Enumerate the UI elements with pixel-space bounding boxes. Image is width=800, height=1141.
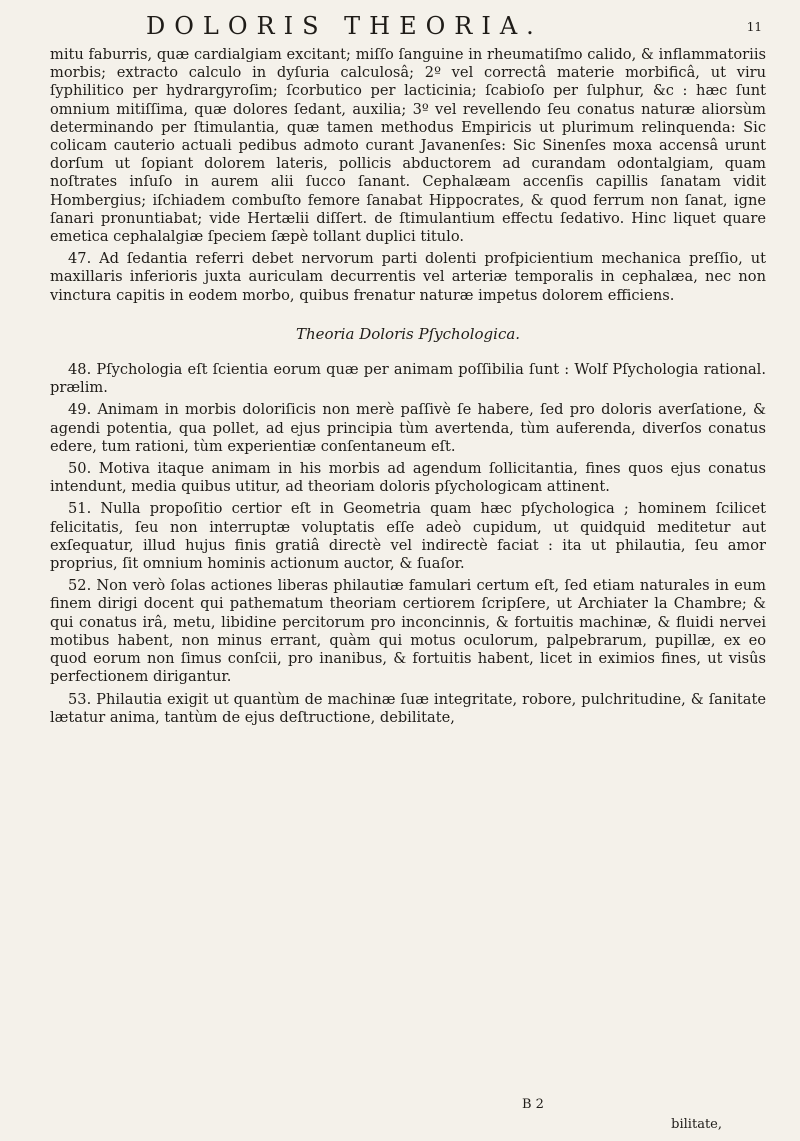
- paragraph-49: 49. Animam in morbis doloriſicis non merè paſſivè ſe habere, ſed pro doloris averſatione, & agendi potentia, qua pollet, ad ejus principia tùm avertenda, tùm auferenda, diverſos conatus edere, tum rationi, tùm experientiæ conſentaneum eſt.: [50, 401, 766, 455]
- paragraph-48: 48. Pſychologia eſt ſcientia eorum quæ per animam poſſibilia ſunt : Wolf Pſychologia rational. prælim.: [50, 361, 766, 397]
- paragraph-52: 52. Non verò ſolas actiones liberas philautiæ famulari certum eſt, ſed etiam naturales in eum finem dirigi docent qui pathematum theoriam certiorem ſcripſere, ut Archiater la Chambre; & qui conatus irâ, metu, libidine percitorum pro inconcinnis, & fortuitis machinæ, & fluidi nervei motibus habent, non minus errant, quàm qui motus oculorum, palpebrarum, pupillæ, ex eo quod eorum non ſimus conſcii, pro inanibus, & fortuitis habent, licet in eximios fines, ut visûs perfectionem dirigantur.: [50, 577, 766, 686]
- catchword: bilitate,: [671, 1117, 722, 1132]
- page-number: 11: [746, 20, 762, 34]
- paragraph-46-continued: mitu faburris, quæ cardialgiam excitant; miſſo ſanguine in rheumatiſmo calido, & inflammatoriis morbis; extracto calculo in dyſuria calculosâ; 2º vel correctâ materie morbificâ, ut viru ſyphilitico per hydrargyroſim; ſcorbutico per lacticinia; ſcabioſo per ſulphur, &c : hæc ſunt omnium mitiſſima, quæ dolores ſedant, auxilia; 3º vel revellendo ſeu conatus naturæ aliorsùm determinando per ſtimulantia, quæ tamen methodus Empiricis ut plurimum relinquenda: Sic colicam cauterio actuali pedibus admoto curant Javanenſes: Sic Sinenſes moxa accensâ urunt dorſum ut ſopiant dolorem lateris, pollicis abductorem ad curandam odontalgiam, quam noſtrates inſuſo in aurem alii ſucco ſanant. Cephalæam accenſis capillis ſanatam vidit Hombergius; iſchiadem combuſto femore ſanabat Hippocrates, & quod ferrum non ſanat, igne ſanari pronuntiabat; vide Hertælii diſſert. de ſtimulantium effectu ſedativo. Hinc liquet quare emetica cephalalgiæ ſpeciem ſæpè tollant duplici titulo.: [50, 46, 766, 246]
- paragraph-50: 50. Motiva itaque animam in his morbis ad agendum ſollicitantia, fines quos ejus conatus intendunt, media quibus utitur, ad theoriam doloris pſychologicam attinent.: [50, 460, 766, 496]
- paragraph-53: 53. Philautia exigit ut quantùm de machinæ ſuæ integritate, robore, pulchritudine, & ſanitate lætatur anima, tantùm de ejus deſtructione, debilitate,: [50, 690, 766, 726]
- paragraph-47: 47. Ad ſedantia referri debet nervorum parti dolenti profpicientium mechanica preſſio, ut maxillaris inferioris juxta auriculam decurrentis vel arteriæ temporalis in cephalæa, nec non vinctura capitis in eodem morbo, quibus frenatur naturæ impetus dolorem efficiens.: [50, 250, 766, 304]
- running-head: [50, 12, 766, 46]
- section-title: Theoria Doloris Pſychologica.: [295, 324, 521, 343]
- paragraph-51: 51. Nulla propoſitio certior eſt in Geometria quam hæc pſychologica ; hominem ſcilicet felicitatis, ſeu non interruptæ voluptatis eſſe adeò cupidum, ut quidquid meditetur aut exſequatur, illud hujus finis gratiâ directè vel indirectè faciat : ita ut philautia, ſeu amor proprius, ſit omnium hominis actionum auctor, & ſuaſor.: [50, 500, 766, 573]
- main-text: [50, 46, 766, 727]
- page-footer: [522, 1097, 722, 1137]
- signature-mark: B 2: [522, 1097, 544, 1112]
- running-title: DOLORIS THEORIA.: [146, 12, 543, 40]
